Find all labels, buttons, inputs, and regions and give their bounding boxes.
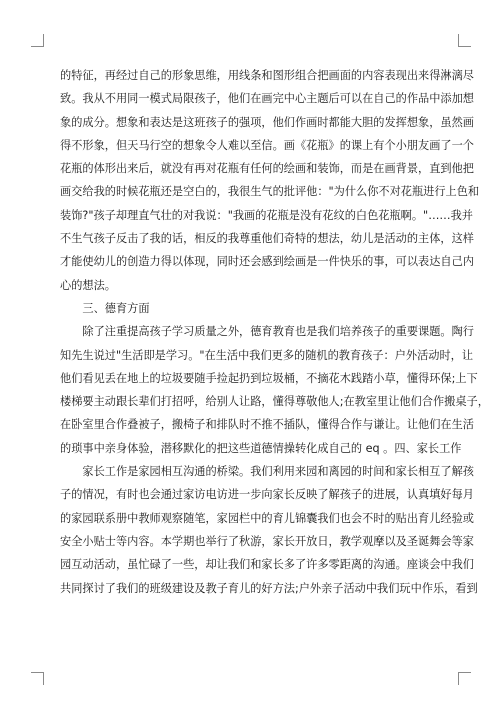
text-line: 子的情况，有时也会通过家访电访进一步向家长反映了解孩子的进展，认真填好每月 bbox=[60, 488, 474, 502]
text-line: 的特征，再经过自己的形象思维，用线条和图形组合把画面的内容表现出来得淋漓尽 bbox=[60, 69, 474, 82]
text-line: 共同探讨了我们的班级建设及教子育儿的好方法;户外亲子活动中我们玩中作乐，看到 bbox=[60, 581, 478, 595]
text-line: 家长工作是家园相互沟通的桥梁。我们利用来园和离园的时间和家长相互了解孩 bbox=[60, 465, 474, 479]
text-line: 的家园联系册中教师观察随笔，家园栏中的育儿锦囊我们也会不时的贴出育儿经验或 bbox=[60, 511, 474, 525]
text-line: 楼梯要主动跟长辈们打招呼，给别人让路，懂得尊敬他人;在教室里让他们合作搬桌子， bbox=[60, 395, 489, 409]
section-heading: 三、德育方面 bbox=[60, 301, 150, 315]
text-line: 安全小贴士等内容。本学期也举行了秋游，家长开放日，教学观摩以及圣诞舞会等家 bbox=[60, 534, 474, 548]
text-line: 得不形象，但天马行空的想象令人难以至信。画《花瓶》的课上有个小朋友画了一个 bbox=[60, 138, 474, 152]
text-line: 花瓶的体形出来后，就没有再对花瓶有任何的绘画和装饰，而是在画背景，直到他把 bbox=[60, 162, 474, 176]
text-line: 不生气孩子反击了我的话，相反的我尊重他们奇特的想法，幼儿是活动的主体，这样 bbox=[60, 232, 474, 246]
text-line: 除了注重提高孩子学习质量之外，德育教育也是我们培养孩子的重要课题。陶行 bbox=[60, 325, 474, 339]
crop-mark-top-right bbox=[458, 34, 471, 47]
text-line: 装饰?"孩子却理直气壮的对我说："我画的花瓶是没有花纹的白色花瓶啊。"……我并 bbox=[60, 208, 473, 222]
text-line: 致。我从不用同一模式局限孩子，他们在画完中心主题后可以在自己的作品中添加想 bbox=[60, 92, 474, 106]
text-line: 画交给我的时候花瓶还是空白的，我很生气的批评他："为什么你不对花瓶进行上色和 bbox=[60, 185, 480, 199]
text-line: 在卧室里合作叠被子，搬椅子和排队时不推不插队，懂得合作与谦让。让他们在生活 bbox=[60, 418, 474, 432]
text-line: 他们看见丢在地上的垃圾要随手捡起扔到垃圾桶，不摘花木践踏小草，懂得环保;上下 bbox=[60, 371, 478, 385]
text-line: 象的成分。想象和表达是这班孩子的强项，他们作画时都能大胆的发挥想象，虽然画 bbox=[60, 115, 474, 129]
crop-mark-top-left bbox=[31, 34, 44, 47]
text-line: 心的想法。 bbox=[60, 278, 116, 292]
text-line: 园互动活动，虽忙碌了一些，却让我们和家长多了许多零距离的沟通。座谈会中我们 bbox=[60, 558, 474, 572]
crop-mark-bottom-left bbox=[31, 672, 44, 685]
crop-mark-bottom-right bbox=[458, 672, 471, 685]
document-body bbox=[60, 64, 489, 600]
text-line: 才能使幼儿的创造力得以体现，同时还会感到绘画是一件快乐的事，可以表达自己内 bbox=[60, 255, 474, 269]
text-line: 的琐事中亲身体验，潜移默化的把这些道德情操转化成自己的 eq 。四、家长工作 bbox=[60, 441, 462, 455]
text-line: 知先生说过"生活即是学习。"在生活中我们更多的随机的教育孩子：户外活动时，让 bbox=[60, 348, 474, 362]
